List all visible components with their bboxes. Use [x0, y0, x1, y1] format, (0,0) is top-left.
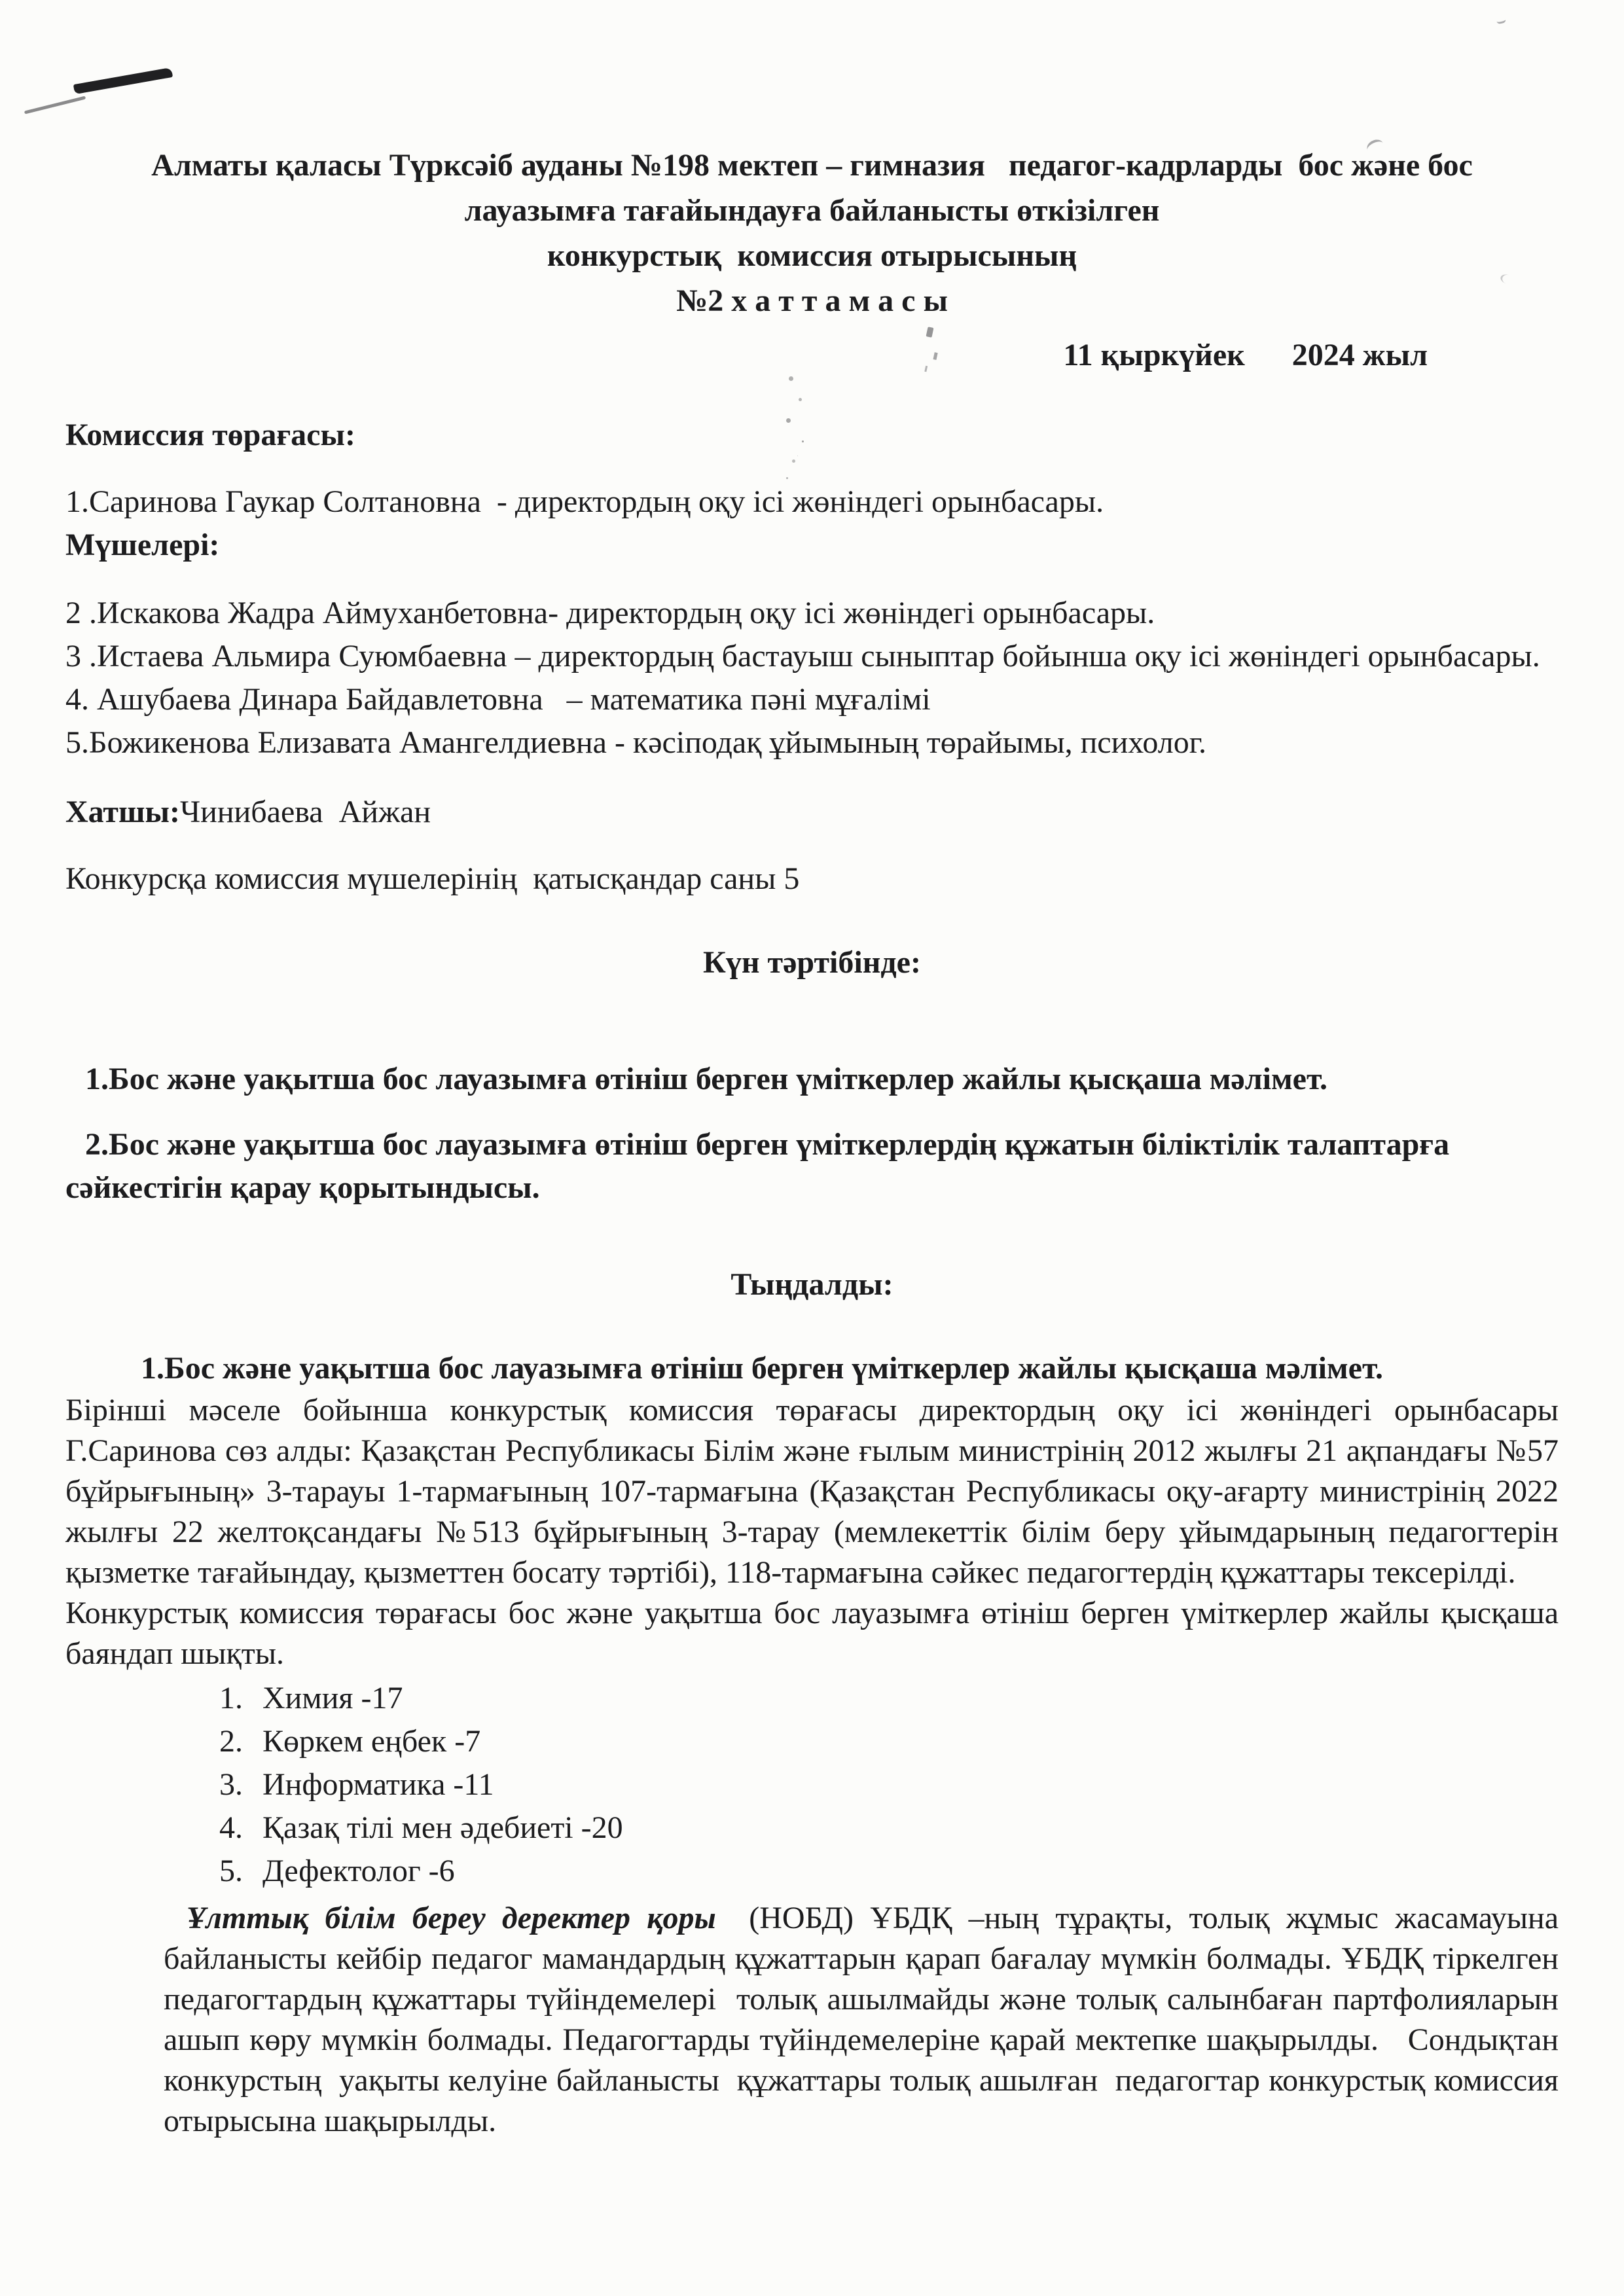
document-title: [65, 143, 1559, 323]
vacancy-item: [219, 1720, 1559, 1763]
member-row: 5.Божикенова Елизавата Амангелдиевна - кәсіподақ ұйымының төрайымы, психолог.: [65, 725, 1207, 760]
quorum-line: Конкурсқа комиссия мүшелерінің қатысқандар саны 5: [65, 861, 800, 896]
vacancy-label: Дефектолог -6: [262, 1854, 455, 1888]
vacancy-label: Информатика -11: [262, 1767, 494, 1802]
member-row: 4. Ашубаева Динара Байдавлетовна – математика пәні мұғалімі: [65, 682, 931, 717]
title-line-2: лауазымға тағайындауға байланысты өткізілген: [464, 193, 1160, 228]
vacancy-item: [219, 1677, 1559, 1720]
agenda-item-2: 2.Бос және уақытша бос лауазымға өтініш берген үміткерлердің құжатын біліктілік талаптарға сәйкестігін қарау қорытындысы.: [65, 1127, 1458, 1205]
secretary-label: Хатшы:: [65, 795, 180, 829]
heard-paragraph-2: Конкурстық комиссия төрағасы бос және уақытша бос лауазымға өтініш берген үміткерлер жайлы қысқаша баяндап шықты.: [65, 1596, 1566, 1671]
member-row: 3 .Истаева Альмира Суюмбаевна – директордың бастауыш сыныптар бойынша оқу ісі жөніндегі орынбасары.: [65, 639, 1540, 673]
title-line-3: конкурстық комиссия отырысының: [547, 238, 1077, 273]
vacancy-list: [65, 1677, 1559, 1893]
members-heading: Мүшелері:: [65, 528, 220, 562]
agenda-item-1: 1.Бос және уақытша бос лауазымға өтініш берген үміткерлер жайлы қысқаша мәлімет.: [85, 1062, 1327, 1096]
member-row: 2 .Искакова Жадра Аймуханбетовна- директордың оқу ісі жөніндегі орынбасары.: [65, 596, 1155, 630]
title-line-1: Алматы қаласы Түрксәіб ауданы №198 мектеп – гимназия педагог-кадрларды бос және бос: [151, 148, 1473, 183]
vacancy-label: Көркем еңбек -7: [262, 1724, 481, 1759]
vacancy-number: 3.: [219, 1767, 243, 1802]
vacancy-number: 1.: [219, 1681, 243, 1715]
pen-mark-tail: [24, 96, 86, 114]
vacancy-label: Қазақ тілі мен әдебиеті -20: [262, 1810, 623, 1845]
chairman-heading: Комиссия төрағасы:: [65, 418, 355, 452]
vacancy-number: 5.: [219, 1854, 243, 1888]
nobd-body-text: (НОБД) ҰБДҚ –ның тұрақты, толық жұмыс жасамауына байланысты кейбір педагог мамандардың құжаттарын қарап бағалау мүмкін болмады. ҰБДҚ тіркелген педагогтардың құжаттары түйіндемелері толық ашылмайды және толық салынбаған партфолияларын ашып көру мүмкін болмады. Педагогтарды түйіндемелеріне қарай мектепке шақырылды. Сондықтан конкурстың уақыты келуіне байланысты құжаттары толық ашылған педагогтар конкурстық комиссия отырысына шақырылды.: [164, 1901, 1574, 2138]
nobd-paragraph: [65, 1898, 1574, 2142]
agenda-heading: Күн тәртібінде:: [703, 945, 921, 980]
chairman-entry: 1.Саринова Гаукар Солтановна - директордың оқу ісі жөніндегі орынбасары.: [65, 484, 1104, 519]
pen-mark: [73, 67, 173, 94]
vacancy-number: 2.: [219, 1724, 243, 1759]
heard-heading: Тыңдалды:: [731, 1267, 893, 1302]
document-body: [65, 143, 1574, 2142]
nobd-lead-phrase: Ұлттық білім береу деректер қоры: [187, 1901, 716, 1935]
title-line-4: №2 х а т т а м а с ы: [676, 283, 948, 318]
vacancy-item: [219, 1806, 1559, 1850]
vacancy-number: 4.: [219, 1810, 243, 1845]
document-date: 11 қыркүйек 2024 жыл: [1063, 338, 1428, 372]
heard-paragraph-1: Бірінші мәселе бойынша конкурстық комиссия төрағасы директордың оқу ісі жөніндегі орынбасары Г.Саринова сөз алды: Қазақстан Республикасы Білім және ғылым министрінің 2012 жылғы 21 ақпандағы №57 бұйрығының» 3-тарауы 1-тармағының 107-тармағына (Қазақстан Республикасы оқу-ағарту министрінің 2022 жылғы 22 желтоқсандағы №513 бұйрығының 3-тарау (мемлекеттік білім беру ұйымдарының педагогтерін қызметке тағайындау, қызметтен босату тәртібі), 118-тармағына сәйкес педагогтердің құжаттары тексерілді.: [65, 1393, 1566, 1590]
members-list: [65, 592, 1559, 764]
secretary-line: [65, 791, 1559, 834]
scan-artifact-speck: [1496, 15, 1506, 25]
vacancy-item: [219, 1763, 1559, 1806]
vacancy-item: [219, 1850, 1559, 1893]
vacancy-label: Химия -17: [262, 1681, 403, 1715]
secretary-name: Чинибаева Айжан: [179, 795, 431, 829]
heard-item-title: 1.Бос және уақытша бос лауазымға өтініш берген үміткерлер жайлы қысқаша мәлімет.: [141, 1351, 1383, 1386]
